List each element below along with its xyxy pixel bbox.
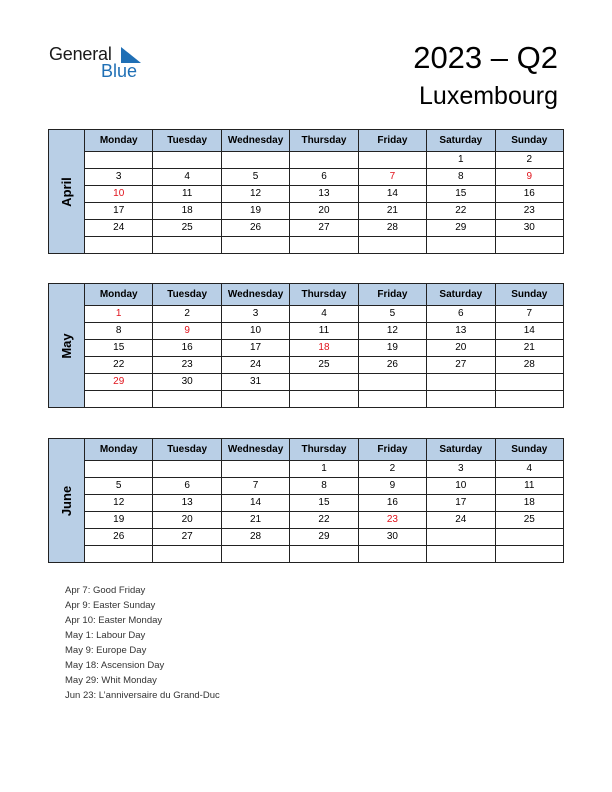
day-cell: 1 [290, 461, 358, 478]
day-cell: 7 [358, 169, 426, 186]
day-cell: 25 [153, 220, 221, 237]
day-cell: 20 [153, 512, 221, 529]
day-cell [290, 374, 358, 391]
day-cell [221, 391, 289, 408]
weekday-header: Sunday [495, 130, 563, 152]
day-cell: 16 [153, 340, 221, 357]
day-cell: 15 [290, 495, 358, 512]
day-cell [290, 391, 358, 408]
day-cell [427, 529, 495, 546]
holiday-notes [65, 583, 220, 703]
weekday-header: Wednesday [221, 130, 289, 152]
day-cell [153, 391, 221, 408]
country-title: Luxembourg [419, 82, 558, 110]
day-cell: 27 [153, 529, 221, 546]
day-cell: 19 [358, 340, 426, 357]
day-cell [495, 391, 563, 408]
month-label [49, 439, 85, 563]
day-cell: 10 [221, 323, 289, 340]
day-cell: 9 [495, 169, 563, 186]
week-row [49, 169, 564, 186]
holiday-note: May 9: Europe Day [65, 645, 147, 656]
weekday-header: Tuesday [153, 439, 221, 461]
day-cell: 29 [290, 529, 358, 546]
week-row [49, 529, 564, 546]
day-cell: 28 [495, 357, 563, 374]
day-cell [427, 546, 495, 563]
day-cell: 10 [427, 478, 495, 495]
day-cell: 6 [153, 478, 221, 495]
page-title: 2023 – Q2 [413, 40, 558, 75]
calendar-table [48, 438, 564, 563]
day-cell [427, 391, 495, 408]
day-cell: 13 [153, 495, 221, 512]
month-label [49, 130, 85, 254]
day-cell: 29 [85, 374, 153, 391]
day-cell: 24 [221, 357, 289, 374]
day-cell [85, 391, 153, 408]
holiday-note: Apr 9: Easter Sunday [65, 600, 156, 611]
month-name: June [58, 485, 74, 516]
weekday-header: Thursday [290, 130, 358, 152]
day-cell: 3 [85, 169, 153, 186]
day-cell: 4 [290, 306, 358, 323]
day-cell: 18 [153, 203, 221, 220]
weekday-header: Tuesday [153, 284, 221, 306]
day-cell [153, 237, 221, 254]
day-cell: 7 [495, 306, 563, 323]
day-cell: 6 [427, 306, 495, 323]
week-row [49, 478, 564, 495]
day-cell: 19 [85, 512, 153, 529]
day-cell: 18 [495, 495, 563, 512]
week-row [49, 374, 564, 391]
day-cell: 23 [495, 203, 563, 220]
day-cell: 13 [290, 186, 358, 203]
day-cell: 15 [85, 340, 153, 357]
day-cell [495, 237, 563, 254]
calendar-table [48, 129, 564, 254]
day-cell: 20 [427, 340, 495, 357]
holiday-note: Apr 7: Good Friday [65, 585, 146, 596]
day-cell: 11 [495, 478, 563, 495]
day-cell: 26 [221, 220, 289, 237]
day-cell: 27 [427, 357, 495, 374]
day-cell: 25 [290, 357, 358, 374]
day-cell [358, 374, 426, 391]
week-row [49, 152, 564, 169]
day-cell: 30 [358, 529, 426, 546]
day-cell: 22 [290, 512, 358, 529]
day-cell [221, 152, 289, 169]
weekday-header: Monday [85, 439, 153, 461]
day-cell: 23 [153, 357, 221, 374]
calendar-table [48, 283, 564, 408]
day-cell: 2 [358, 461, 426, 478]
day-cell [221, 546, 289, 563]
day-cell [290, 237, 358, 254]
day-cell: 13 [427, 323, 495, 340]
weekday-header: Friday [358, 439, 426, 461]
weekday-header: Wednesday [221, 439, 289, 461]
day-cell: 26 [358, 357, 426, 374]
day-cell: 12 [358, 323, 426, 340]
day-cell: 21 [221, 512, 289, 529]
logo-blue-text: Blue [101, 61, 138, 81]
day-cell [85, 152, 153, 169]
month-may [48, 283, 564, 408]
week-row [49, 220, 564, 237]
day-cell: 2 [153, 306, 221, 323]
day-cell [427, 374, 495, 391]
week-row [49, 237, 564, 254]
day-cell [290, 152, 358, 169]
day-cell: 22 [85, 357, 153, 374]
day-cell: 12 [85, 495, 153, 512]
month-april [48, 129, 564, 254]
week-row [49, 306, 564, 323]
day-cell: 5 [85, 478, 153, 495]
day-cell: 11 [290, 323, 358, 340]
day-cell: 8 [85, 323, 153, 340]
day-cell: 20 [290, 203, 358, 220]
day-cell: 19 [221, 203, 289, 220]
day-cell [358, 152, 426, 169]
day-cell: 25 [495, 512, 563, 529]
week-row [49, 323, 564, 340]
logo [49, 44, 159, 84]
day-cell [153, 461, 221, 478]
day-cell [495, 374, 563, 391]
day-cell [427, 237, 495, 254]
weekday-header: Sunday [495, 284, 563, 306]
day-cell: 28 [358, 220, 426, 237]
day-cell: 4 [153, 169, 221, 186]
day-cell [85, 546, 153, 563]
day-cell [85, 237, 153, 254]
weekday-header: Sunday [495, 439, 563, 461]
day-cell [85, 461, 153, 478]
day-cell: 27 [290, 220, 358, 237]
day-cell: 14 [358, 186, 426, 203]
week-row [49, 340, 564, 357]
day-cell: 1 [85, 306, 153, 323]
day-cell [221, 237, 289, 254]
day-cell [358, 546, 426, 563]
day-cell [290, 546, 358, 563]
holiday-note: Apr 10: Easter Monday [65, 615, 163, 626]
day-cell: 3 [427, 461, 495, 478]
day-cell: 2 [495, 152, 563, 169]
weekday-header: Friday [358, 130, 426, 152]
weekday-header: Tuesday [153, 130, 221, 152]
month-june [48, 438, 564, 563]
weekday-header: Monday [85, 284, 153, 306]
week-row [49, 461, 564, 478]
day-cell: 15 [427, 186, 495, 203]
day-cell: 29 [427, 220, 495, 237]
weekday-header: Wednesday [221, 284, 289, 306]
week-row [49, 203, 564, 220]
day-cell [358, 391, 426, 408]
week-row [49, 546, 564, 563]
day-cell [153, 546, 221, 563]
week-row [49, 186, 564, 203]
holiday-note: May 29: Whit Monday [65, 675, 157, 686]
day-cell [358, 237, 426, 254]
day-cell: 9 [153, 323, 221, 340]
day-cell: 12 [221, 186, 289, 203]
day-cell: 21 [495, 340, 563, 357]
day-cell: 17 [427, 495, 495, 512]
week-row [49, 391, 564, 408]
day-cell: 28 [221, 529, 289, 546]
logo-general-text: General [49, 44, 112, 64]
day-cell: 1 [427, 152, 495, 169]
weekday-header: Friday [358, 284, 426, 306]
holiday-note: May 18: Ascension Day [65, 660, 165, 671]
day-cell: 5 [221, 169, 289, 186]
month-name: April [58, 176, 74, 207]
day-cell: 6 [290, 169, 358, 186]
weekday-header: Saturday [427, 439, 495, 461]
weekday-header: Thursday [290, 439, 358, 461]
week-row [49, 512, 564, 529]
day-cell: 30 [495, 220, 563, 237]
day-cell: 7 [221, 478, 289, 495]
month-label [49, 284, 85, 408]
day-cell: 16 [358, 495, 426, 512]
weekday-header: Monday [85, 130, 153, 152]
day-cell: 9 [358, 478, 426, 495]
weekday-header: Thursday [290, 284, 358, 306]
week-row [49, 357, 564, 374]
day-cell: 24 [427, 512, 495, 529]
day-cell [495, 546, 563, 563]
month-name: May [58, 332, 74, 359]
weekday-header: Saturday [427, 130, 495, 152]
day-cell: 10 [85, 186, 153, 203]
day-cell: 3 [221, 306, 289, 323]
day-cell: 11 [153, 186, 221, 203]
day-cell [495, 529, 563, 546]
day-cell: 24 [85, 220, 153, 237]
day-cell [221, 461, 289, 478]
day-cell [153, 152, 221, 169]
holiday-note: Jun 23: L’anniversaire du Grand-Duc [65, 690, 220, 701]
week-row [49, 495, 564, 512]
holiday-note: May 1: Labour Day [65, 630, 146, 641]
day-cell: 4 [495, 461, 563, 478]
day-cell: 17 [221, 340, 289, 357]
weekday-header: Saturday [427, 284, 495, 306]
day-cell: 16 [495, 186, 563, 203]
day-cell: 17 [85, 203, 153, 220]
day-cell: 8 [290, 478, 358, 495]
day-cell: 21 [358, 203, 426, 220]
day-cell: 22 [427, 203, 495, 220]
day-cell: 5 [358, 306, 426, 323]
day-cell: 14 [221, 495, 289, 512]
day-cell: 30 [153, 374, 221, 391]
day-cell: 14 [495, 323, 563, 340]
day-cell: 26 [85, 529, 153, 546]
day-cell: 23 [358, 512, 426, 529]
day-cell: 31 [221, 374, 289, 391]
day-cell: 8 [427, 169, 495, 186]
day-cell: 18 [290, 340, 358, 357]
